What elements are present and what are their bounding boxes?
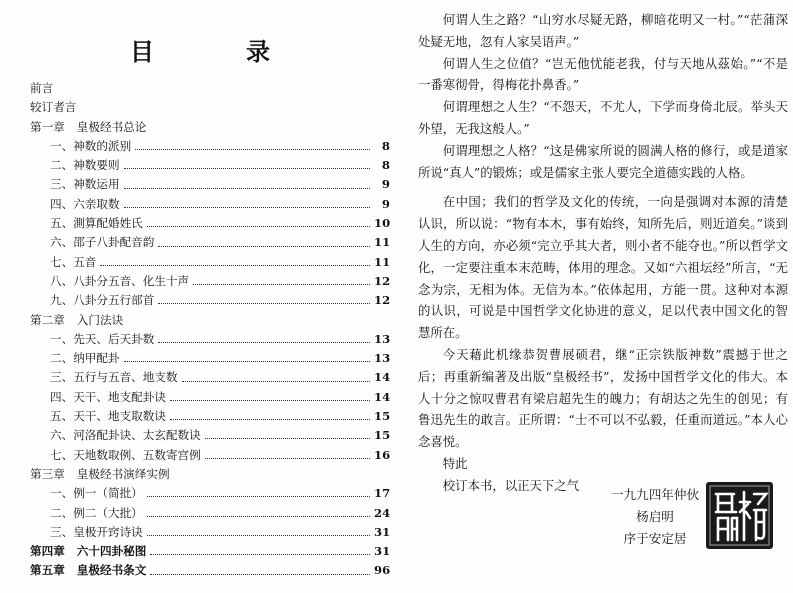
toc-entry-label: 七、五音 — [50, 254, 97, 269]
toc-page-number: 14 — [374, 389, 391, 404]
toc-entry-label: 皇极经书总论 — [76, 119, 147, 134]
toc-dot-leader — [205, 458, 370, 459]
toc-section-item — [30, 330, 390, 349]
toc-page-number: 96 — [374, 563, 391, 578]
toc-page-number: 16 — [374, 447, 391, 462]
signature-block — [600, 484, 710, 550]
signature-place: 序于安定居 — [623, 531, 687, 546]
toc-page-number: 15 — [374, 428, 391, 443]
preface-page — [410, 0, 793, 593]
toc-entry-label: 九、八卦分五行部首 — [50, 293, 155, 308]
toc-chapter-number: 第四章 — [30, 544, 65, 559]
toc-dot-leader — [170, 419, 370, 420]
toc-entry-label: 五、測算配婚姓氏 — [50, 216, 143, 231]
toc-section-item — [30, 407, 390, 426]
toc-dot-leader — [158, 246, 370, 247]
toc-page-number: 24 — [374, 505, 391, 520]
toc-chapter-number: 第五章 — [30, 563, 65, 578]
toc-dot-leader — [124, 168, 370, 169]
toc-entry-label: 前言 — [30, 81, 54, 95]
toc-page-number: 13 — [374, 331, 391, 346]
toc-dot-leader — [147, 226, 370, 227]
toc-entry-label: 四、天干、地支配卦诀 — [50, 389, 166, 404]
toc-dot-leader — [135, 149, 370, 150]
toc-dot-leader — [158, 342, 370, 343]
toc-entry-label: 一、例一（简批） — [50, 486, 143, 501]
toc-section-item — [30, 137, 390, 156]
toc-chapter-number: 第三章 — [30, 466, 65, 481]
preface-body — [418, 9, 788, 497]
toc-section-item — [30, 504, 390, 523]
toc-page-number: 8 — [381, 138, 390, 153]
toc-entry-label: 三、五行与五音、地支数 — [50, 370, 178, 385]
toc-entry-label: 一、先天、后天卦数 — [50, 331, 155, 346]
paragraph: 何谓人生之路？“山穷水尽疑无路，柳暗花明又一村。”“茫蒲深处疑无地，忽有人家吴语声。” — [418, 12, 788, 49]
toc-entry-label: 皇极经书演绎实例 — [76, 466, 170, 481]
toc-page-number: 14 — [374, 370, 391, 385]
toc-entry-label: 二、纳甲配卦 — [50, 351, 120, 366]
toc-entry-label: 一、神数的派别 — [50, 138, 132, 153]
toc-dot-leader — [147, 516, 370, 517]
paragraph: 今天藉此机缘恭贺曹展硕君，继“正宗铁版神数”震撼于世之后；再重新编著及出版“皇极经书”，发扬中国哲学文化的伟大。本人十分之惊叹曹君有梁启超先生的魄力；有胡达之先生的创见；有鲁迅先生的敢言。正所谓：“士不可以不弘毅，任重而道远。”本人心念喜悦。 — [418, 346, 788, 450]
toc-page-number: 31 — [374, 524, 391, 539]
toc-dot-leader — [182, 381, 370, 382]
toc-page-number: 11 — [374, 254, 391, 269]
toc-section-item — [30, 233, 390, 252]
toc-section-item — [30, 388, 390, 407]
toc-dot-leader — [150, 574, 370, 575]
toc-chapter-item — [30, 542, 390, 561]
toc-entry-label: 五、天干、地支取数诀 — [50, 409, 166, 424]
toc-page-number: 9 — [381, 196, 390, 211]
paragraph: 在中国；我们的哲学及文化的传统，一向是强调对本源的清楚认识，所以说：“物有本木，事有始终，知所先后，则近道矣。”谈到人生的方向，亦必须“完立乎其大者，则小者不能夺也。”所以哲学文化，一定要注重本末范畴，体用的理念。又如“六祖坛经”所言，“无念为宗，无相为体。无信为本。”依体起用，方能一贯。这种对本源的认识，可说是中国哲学文化协进的意义，足以代表中国文化的智慧所在。 — [418, 194, 788, 341]
toc-page-number: 10 — [374, 216, 391, 231]
toc-dot-leader — [147, 535, 370, 536]
toc-page-number: 12 — [374, 273, 391, 288]
toc-page-number: 11 — [374, 235, 391, 250]
toc-chapter-item — [30, 561, 390, 580]
seal-stamp-icon — [706, 482, 773, 549]
toc-list — [30, 79, 390, 581]
toc-chapter-heading — [30, 465, 390, 484]
toc-section-item — [30, 253, 390, 272]
toc-dot-leader — [147, 496, 370, 497]
toc-page-number: 31 — [374, 544, 391, 559]
toc-page-number: 17 — [374, 486, 391, 501]
toc-entry-label: 七、天地数取例、五数寄宫例 — [50, 447, 201, 462]
toc-dot-leader — [124, 207, 370, 208]
toc-dot-leader — [170, 400, 370, 401]
toc-dot-leader — [100, 265, 370, 266]
toc-dot-leader — [193, 284, 370, 285]
toc-section-item — [30, 368, 390, 387]
toc-entry-label: 八、八卦分五音、化生十声 — [50, 273, 190, 288]
toc-entry-label: 六、河洛配卦诀、太玄配数诀 — [50, 428, 201, 443]
signature-date: 一九九四年仲伙 — [610, 487, 700, 502]
toc-preface-item — [30, 98, 390, 117]
signature-name: 杨启明 — [636, 509, 674, 524]
toc-entry-label: 四、六亲取数 — [50, 196, 120, 211]
toc-dot-leader — [124, 188, 370, 189]
toc-dot-leader — [205, 438, 370, 439]
toc-entry-label: 三、皇极开窍诗诀 — [50, 524, 143, 539]
toc-page-number: 12 — [374, 293, 391, 308]
toc-page-number: 8 — [381, 158, 390, 173]
toc-dot-leader — [158, 303, 370, 304]
toc-dot-leader — [150, 554, 370, 555]
toc-preface-item — [30, 79, 390, 98]
paragraph: 何谓理想之人格？“这是佛家所说的圆满人格的修行，或是道家所说“真人”的锻炼；或是儒家主张人要完全道德实践的人格。 — [418, 142, 788, 180]
toc-chapter-number: 第一章 — [30, 119, 65, 134]
toc-section-item — [30, 349, 390, 368]
toc-entry-label: 入门法诀 — [76, 312, 124, 327]
toc-chapter-heading — [30, 118, 390, 137]
toc-section-item — [30, 175, 390, 194]
toc-section-item — [30, 484, 390, 503]
toc-entry-label: 二、例二（大批） — [50, 505, 143, 520]
toc-page-number: 9 — [381, 177, 390, 192]
paragraph: 何谓理想之人生？“不怨天，不尤人，下学而身倚北辰。举头天外望，无我这般人。” — [418, 99, 788, 136]
toc-section-item — [30, 156, 390, 175]
toc-entry-label: 皇极经书条文 — [76, 563, 147, 578]
toc-dot-leader — [124, 361, 370, 362]
closing-line: 校订本书，以正天下之气 — [442, 477, 580, 493]
toc-entry-label: 较订者言 — [30, 100, 77, 115]
closing-line: 特此 — [442, 455, 468, 471]
toc-section-item — [30, 446, 390, 465]
toc-chapter-heading — [30, 311, 390, 330]
toc-section-item — [30, 291, 390, 310]
toc-section-item — [30, 214, 390, 233]
toc-entry-label: 二、神数要则 — [50, 158, 120, 173]
toc-entry-label: 六、邵子八卦配音韵 — [50, 235, 155, 250]
toc-page-number: 13 — [374, 351, 391, 366]
toc-page-number: 15 — [374, 409, 391, 424]
toc-section-item — [30, 523, 390, 542]
toc-entry-label: 六十四卦秘图 — [76, 544, 147, 559]
toc-section-item — [30, 195, 390, 214]
toc-section-item — [30, 426, 390, 445]
toc-title: 目 录 — [130, 37, 304, 66]
toc-chapter-number: 第二章 — [30, 312, 65, 327]
toc-entry-label: 三、神数运用 — [50, 177, 120, 192]
toc-section-item — [30, 272, 390, 291]
paragraph: 何谓人生之位值？“岂无他忧能老我，付与天地从茲始。”“不是一番寒彻骨，得梅花扑鼻香。” — [418, 55, 788, 93]
